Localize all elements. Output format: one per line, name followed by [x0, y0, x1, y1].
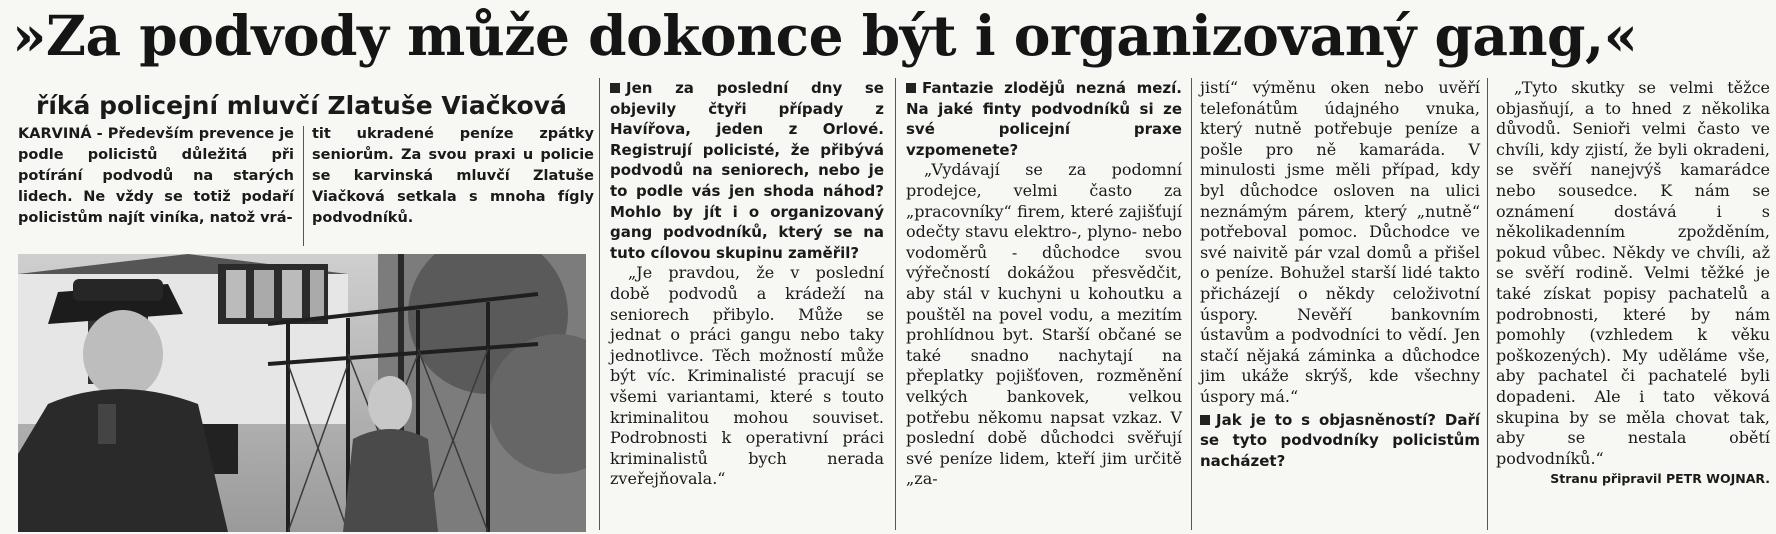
- interview-answer: „Je pravdou, že v poslední době podvodů a krádeží na seniorech přibylo. Může se jednat o práci gangu nebo taky jednotlivce. Těch možností může být víc. Kriminalisté pracují se všemi variantami, které s touto kriminalitou mohou souviset. Podrobnosti k operativní práci kriminalistů bych nerada zveřejňovala.“: [610, 263, 884, 489]
- interview-question: Jen za poslední dny se objevily čtyři případy z Havířova, jeden z Orlové. Registrují policisté, že přibývá podvodů na seniorech, nebo je to podle vás jen shoda náhod? Mohlo by jít i o organizovaný gang podvodníků, který se na tuto cílovou skupinu zaměřil?: [610, 79, 884, 262]
- article-column-4: [1496, 78, 1770, 530]
- question-marker-icon: [1200, 415, 1210, 425]
- headline: »Za podvody může dokonce být i organizovaný gang,«: [12, 3, 1638, 68]
- question-marker-icon: [610, 83, 620, 93]
- column-divider: [895, 78, 896, 530]
- column-divider: [303, 126, 304, 246]
- interview-answer: „Vydávají se za podomní prodejce, velmi často za „pracovníky“ firem, které zajišťují odečty stavu elektro-, plyno- nebo vodoměrů - důchodce svou výřečností dokážou přesvědčit, aby stál v kuchyni u kohoutku a pouštěl na povel vodu, a mezitím prohlídnou byt. Starší občané se také snadno nachytají na přeplatky pojišťoven, rozměnění velkých bankovek, velkou potřebu někomu napsat vzkaz. V poslední době důchodci svěřují své peníze lidem, kteří jim určitě „za-: [906, 160, 1182, 489]
- article-column-2: [906, 78, 1182, 530]
- interview-answer: „Tyto skutky se velmi těžce objasňují, a to hned z několika důvodů. Senioři velmi často ve chvíli, kdy zjistí, že byli okradeni, se svěří nanejvýš kamarádce nebo sousedce. K nám se oznámení dostává i s několikadenním zpožděním, pokud vůbec. Někdy ve chvíli, až se svěří rodině. Velmi těžké je také získat popisy pachatelů a podrobnosti, které by nám pomohly (vzhledem k věku poškozených). My uděláme vše, aby pachatel či pachatelé byli dopadeni. Ale i tato věková skupina by se měla chovat tak, aby se nestala obětí podvodníků.“: [1496, 78, 1770, 468]
- subheadline: říká policejní mluvčí Zlatuše Viačková: [36, 91, 567, 120]
- article-column-1: [610, 78, 884, 530]
- question-marker-icon: [906, 83, 916, 93]
- interview-question: Jak je to s objasněností? Daří se tyto podvodníky policistům nacházet?: [1200, 410, 1480, 470]
- news-photo: [18, 254, 586, 532]
- interview-answer-continued: jistí“ výměnu oken nebo uvěří telefonátům údajného vnuka, který nutně potřebuje peníze a pošle pro ně kamaráda. V minulosti jsme měli případ, kdy byl důchodce osloven na ulici neznámým párem, který „nutně“ potřeboval pomoc. Důchodce ve své naivitě pár vzal domů a přišel o peníze. Bohužel starší lidé takto přicházejí o někdy celoživotní úspory. Nevěří bankovním ústavům a podvodníci to vědí. Jen stačí nějaká záminka a důchodce jim ukáže skrýš, kde všechny úspory má.“: [1200, 78, 1480, 406]
- lead-paragraph-part-2: tit ukradené peníze zpátky seniorům. Za svou praxi u policie se karvinská mluvčí Zlatuše Viačková setkala s mnoha fígly podvodníků.: [312, 126, 594, 226]
- lead-paragraph-part-1: KARVINÁ - Především prevence je podle policistů důležitá při potírání podvodů na starých lidech. Ne vždy se totiž podaří policistům najít viníka, natož vrá-: [18, 126, 295, 226]
- article-column-3: [1200, 78, 1480, 530]
- column-divider: [1191, 78, 1192, 530]
- interview-question: Fantazie zlodějů nezná mezí. Na jaké finty podvodníků si ze své policejní praxe vzpomenete?: [906, 79, 1182, 159]
- author-credit: Stranu připravil PETR WOJNAR.: [1550, 471, 1770, 487]
- column-divider: [1487, 78, 1488, 530]
- column-divider: [599, 78, 600, 530]
